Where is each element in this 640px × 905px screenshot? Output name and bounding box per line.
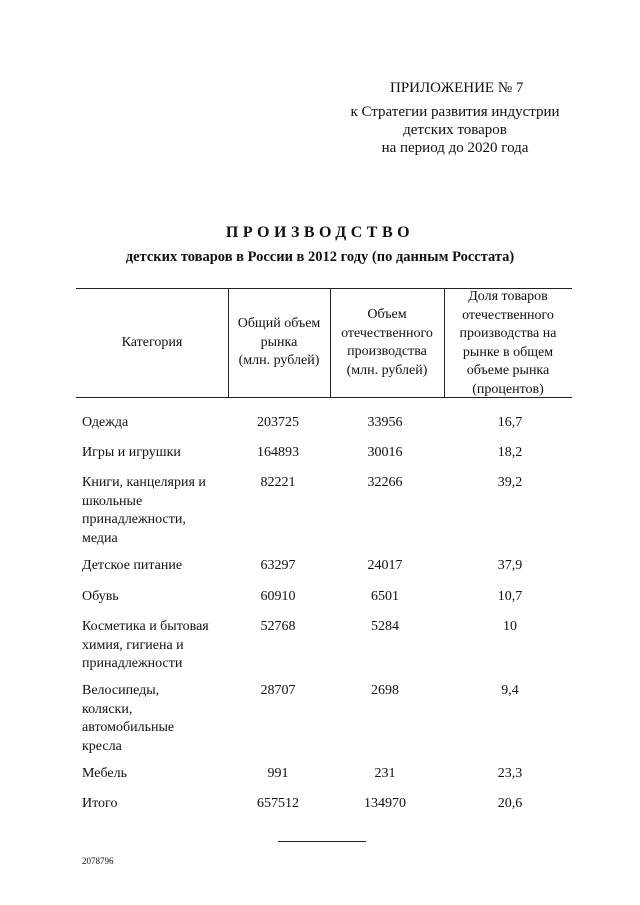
category-line: кресла (82, 738, 122, 754)
table-row-category (82, 795, 232, 814)
header-domestic-line: Объем (367, 307, 407, 322)
header-share-line: производства на (459, 326, 557, 341)
category-line: принадлежности, (82, 512, 186, 527)
category-line: Книги, канцелярия и (82, 475, 206, 490)
category-line: медиа (82, 530, 118, 546)
table-row-share: 39,2 (497, 475, 523, 490)
table-row-share: 9,4 (501, 683, 519, 698)
table-row-category (82, 414, 232, 433)
table-row-domestic: 231 (374, 766, 396, 781)
table-row-share: 20,6 (497, 796, 523, 811)
table-row-domestic: 30016 (367, 445, 403, 460)
table-row-domestic: 32266 (367, 475, 403, 490)
table-row-share: 18,2 (497, 445, 523, 460)
header-total-market (228, 315, 330, 371)
table-row-share: 37,9 (497, 558, 523, 573)
category-line: Игры и игрушки (82, 445, 181, 460)
category-line: Обувь (82, 589, 119, 604)
header-share-line: Доля товаров (468, 289, 548, 304)
table-row-category (82, 557, 232, 576)
header-domestic-line: отечественного (341, 325, 433, 341)
table-row-category (82, 765, 232, 784)
table-row-total: 82221 (260, 475, 296, 490)
header-domestic-share (444, 288, 572, 399)
category-line: химия, гигиена и (82, 637, 184, 653)
category-line: Косметика и бытовая (82, 619, 209, 634)
table-row-total: 28707 (260, 683, 296, 698)
table-row-total: 52768 (260, 619, 296, 634)
header-total-line: рынка (260, 334, 298, 350)
category-line: Одежда (82, 415, 129, 430)
header-share-line: отечественного (462, 307, 554, 323)
table-row-total: 991 (267, 766, 289, 781)
table-row-category (82, 682, 232, 756)
table-row-total: 164893 (257, 445, 299, 460)
category-line: коляски, (82, 701, 133, 717)
table-row-category (82, 618, 232, 674)
category-line: автомобильные (82, 720, 175, 735)
category-line: Велосипеды, (82, 683, 160, 698)
header-domestic-line: (млн. рублей) (346, 362, 428, 378)
table-row-total: 657512 (257, 796, 299, 811)
header-share-line: (процентов) (472, 381, 544, 397)
header-share-line: объеме рынка (466, 363, 550, 378)
category-line: Детское питание (82, 558, 183, 573)
table-row-domestic: 24017 (367, 558, 403, 573)
table-row-domestic: 5284 (371, 619, 399, 634)
appendix-line-2: детских товаров (403, 122, 507, 138)
table-row-category (82, 474, 232, 548)
table-row-domestic: 33956 (367, 415, 403, 430)
table-row-domestic: 2698 (371, 683, 399, 698)
table-row-share: 10 (503, 619, 517, 634)
category-line: принадлежности (82, 656, 183, 671)
header-category (76, 334, 228, 353)
header-share-line: рынке в общем (462, 344, 554, 360)
table-row-total: 60910 (260, 589, 296, 604)
table-row-share: 23,3 (497, 766, 523, 781)
appendix-number: ПРИЛОЖЕНИЕ № 7 (390, 80, 524, 96)
header-domestic-production (330, 306, 444, 380)
table-row-total: 63297 (260, 558, 296, 573)
header-total-line: (млн. рублей) (238, 353, 320, 368)
header-domestic-line: производства (347, 344, 427, 359)
table-row-category (82, 444, 232, 463)
document-number: 2078796 (82, 856, 114, 866)
category-line: Мебель (82, 766, 128, 781)
footer-divider (278, 841, 366, 842)
table-row-domestic: 134970 (364, 796, 406, 811)
table-row-total: 203725 (257, 415, 299, 430)
table-row-share: 16,7 (497, 415, 523, 430)
header-total-line: Общий объем (237, 316, 321, 331)
table-row-share: 10,7 (497, 589, 523, 604)
document-title: ПРОИЗВОДСТВО (225, 224, 415, 241)
header-category-text: Категория (121, 335, 183, 350)
category-line: Итого (82, 796, 118, 811)
table-row-category (82, 588, 232, 607)
table-row-domestic: 6501 (371, 589, 399, 604)
appendix-line-3: на период до 2020 года (381, 140, 529, 156)
category-line: школьные (82, 493, 143, 509)
appendix-line-1: к Стратегии развития индустрии (350, 104, 560, 120)
document-subtitle: детских товаров в России в 2012 году (по данным Росстата) (125, 249, 515, 265)
